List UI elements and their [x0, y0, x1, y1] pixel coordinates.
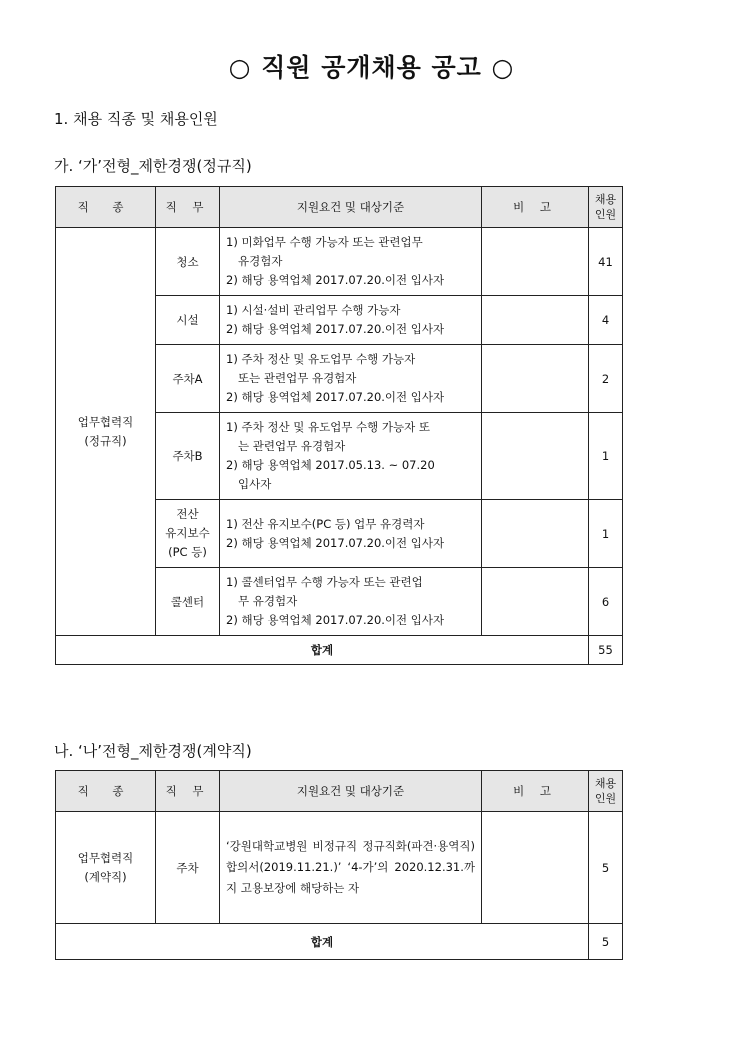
- req-line: 1) 전산 유지보수(PC 등) 업무 유경력자: [226, 516, 425, 531]
- req-line: 2) 해당 용역업체 2017.07.20.이전 입사자: [226, 273, 445, 287]
- requirements-cell: [220, 568, 482, 636]
- header-count: 채용 인원: [589, 771, 623, 812]
- requirements-cell: [220, 500, 482, 568]
- page-title: ○ 직원 공개채용 공고 ○: [228, 53, 515, 82]
- total-count: 55: [589, 636, 623, 665]
- header-count: 채용 인원: [589, 187, 623, 228]
- count-cell: 2: [589, 345, 623, 413]
- header-note: 비 고: [482, 771, 589, 812]
- duty-cell: 콜센터: [156, 568, 220, 636]
- req-line: 2) 해당 용역업체 2017.05.13. ~ 07.20: [226, 458, 435, 472]
- section-heading: 1. 채용 직종 및 채용인원: [54, 110, 218, 128]
- table-header-row: [56, 187, 623, 228]
- note-cell: [482, 568, 589, 636]
- requirements-cell: [220, 413, 482, 500]
- req-line: 1) 주차 정산 및 유도업무 수행 가능자 또: [226, 420, 431, 434]
- req-line: 2) 해당 용역업체 2017.07.20.이전 입사자: [226, 322, 445, 336]
- header-requirements: 지원요건 및 대상기준: [220, 771, 482, 812]
- table-a-heading: 가. ‘가’전형_제한경쟁(정규직): [54, 157, 252, 175]
- duty-cell: 시설: [156, 296, 220, 345]
- table-header-row: [56, 771, 623, 812]
- duty-cell: 주차: [156, 812, 220, 924]
- total-label: 합계: [56, 636, 589, 665]
- requirements-cell: [220, 296, 482, 345]
- header-requirements: 지원요건 및 대상기준: [220, 187, 482, 228]
- duty-cell: 주차A: [156, 345, 220, 413]
- req-line: 2) 해당 용역업체 2017.07.20.이전 입사자: [226, 613, 445, 627]
- req-line: 1) 미화업무 수행 가능자 또는 관련업무: [226, 235, 423, 249]
- total-count: 5: [589, 924, 623, 960]
- requirements-cell: ‘강원대학교병원 비정규직 정규직화(파견·용역직) 합의서(2019.11.21.)’ ‘4-가’의 2020.12.31.까지 고용보장에 해당하는 자: [220, 812, 482, 924]
- note-cell: [482, 812, 589, 924]
- total-row: [56, 636, 623, 665]
- count-cell: 1: [589, 500, 623, 568]
- req-line: 유경험자: [238, 254, 283, 268]
- table-b-heading: 나. ‘나’전형_제한경쟁(계약직): [54, 742, 252, 760]
- count-cell: 1: [589, 413, 623, 500]
- table-row: [56, 228, 623, 296]
- header-job-type: 직 종: [56, 771, 156, 812]
- note-cell: [482, 500, 589, 568]
- duty-cell: 전산 유지보수 (PC 등): [156, 500, 220, 568]
- table-row: [56, 812, 623, 924]
- job-type-cell: 업무협력직 (계약직): [56, 812, 156, 924]
- count-cell: 41: [589, 228, 623, 296]
- note-cell: [482, 228, 589, 296]
- req-line: 무 유경험자: [238, 594, 298, 608]
- count-cell: 4: [589, 296, 623, 345]
- table-a: [55, 186, 623, 665]
- count-cell: 6: [589, 568, 623, 636]
- header-job-type: 직 종: [56, 187, 156, 228]
- note-cell: [482, 296, 589, 345]
- req-line: 2) 해당 용역업체 2017.07.20.이전 입사자: [226, 535, 445, 550]
- req-line: 1) 주차 정산 및 유도업무 수행 가능자: [226, 352, 416, 366]
- requirements-cell: [220, 345, 482, 413]
- req-line: 는 관련업무 유경험자: [238, 439, 346, 453]
- req-line: 입사자: [238, 477, 272, 491]
- duty-cell: 청소: [156, 228, 220, 296]
- req-line: 1) 시설·설비 관리업무 수행 가능자: [226, 303, 401, 317]
- header-duty: 직 무: [156, 187, 220, 228]
- req-line: 또는 관련업무 유경험자: [238, 371, 357, 385]
- duty-cell: 주차B: [156, 413, 220, 500]
- job-type-cell: 업무협력직 (정규직): [56, 228, 156, 636]
- header-duty: 직 무: [156, 771, 220, 812]
- note-cell: [482, 345, 589, 413]
- requirements-cell: [220, 228, 482, 296]
- req-line: 2) 해당 용역업체 2017.07.20.이전 입사자: [226, 390, 445, 404]
- table-b: [55, 770, 623, 960]
- total-label: 합계: [56, 924, 589, 960]
- count-cell: 5: [589, 812, 623, 924]
- note-cell: [482, 413, 589, 500]
- header-note: 비 고: [482, 187, 589, 228]
- total-row: [56, 924, 623, 960]
- req-line: 1) 콜센터업무 수행 가능자 또는 관련업: [226, 575, 423, 589]
